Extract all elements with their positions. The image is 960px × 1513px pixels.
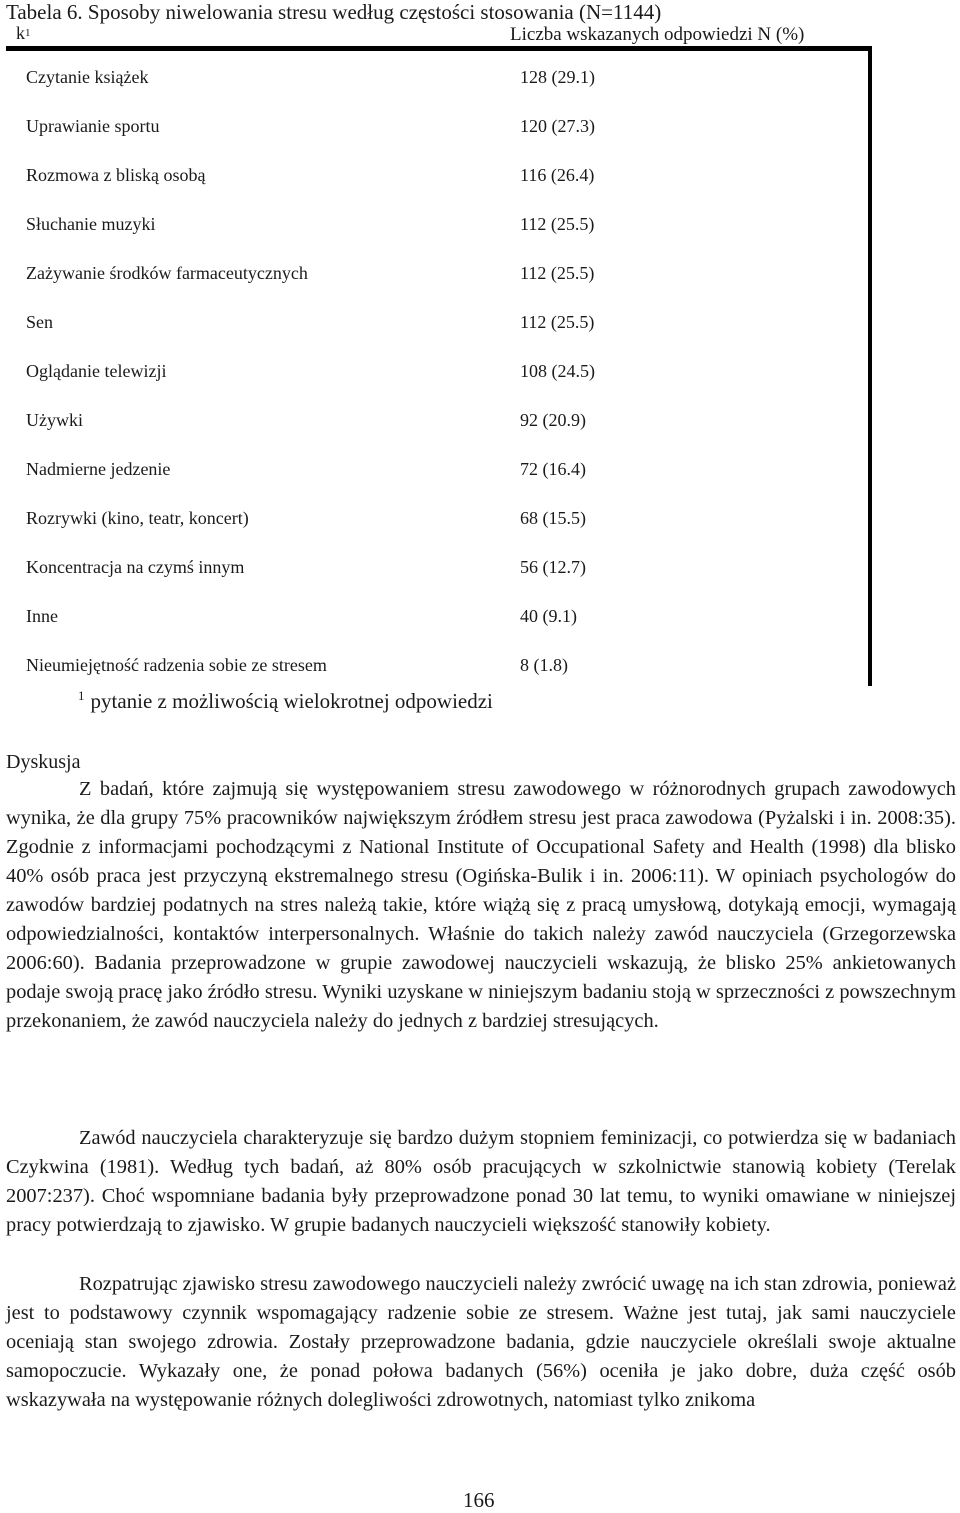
table-row-value: 112 (25.5) [520, 214, 595, 234]
table-row-value: 72 (16.4) [520, 459, 586, 479]
paragraph: Rozpatrując zjawisko stresu zawodowego nauczycieli należy zwrócić uwagę na ich stan zdrowia, ponieważ jest to podstawowy czynnik wspomagający radzenie sobie ze stresem. Ważne jest tutaj, jak sami nauczyciele oceniają stan swojego zdrowia. Zostały przeprowadzone badania, gdzie nauczyciele określali swoje aktualne samopoczucie. Wykazały one, że ponad połowa badanych (56%) oceniła je jako dobre, duża część osób wskazywała na występowanie różnych dolegliwości zdrowotnych, natomiast tylko znikoma [6, 1273, 956, 1411]
table-row-value: 112 (25.5) [520, 312, 595, 332]
table-caption: Tabela 6. Sposoby niwelowania stresu według częstości stosowania (N=1144) [6, 0, 662, 24]
table-row-value: 112 (25.5) [520, 263, 595, 283]
table-row-value: 120 (27.3) [520, 116, 595, 136]
table-row-value: 8 (1.8) [520, 655, 568, 675]
table-row-label: Słuchanie muzyki [26, 214, 156, 234]
table-row-value: 92 (20.9) [520, 410, 586, 430]
column-header-k-footnote-mark: 1 [25, 27, 31, 39]
table-footnote [78, 688, 493, 717]
footnote-mark: 1 [78, 688, 85, 703]
table-row-label: Uprawianie sportu [26, 116, 160, 136]
section-title: Dyskusja [6, 751, 81, 773]
column-header-count: Liczba wskazanych odpowiedzi N (%) [510, 24, 805, 45]
table-row-label: Rozrywki (kino, teatr, koncert) [26, 508, 249, 528]
paragraph: Z badań, które zajmują się występowaniem stresu zawodowego w różnorodnych grupach zawodowych wynika, że dla grupy 75% pracowników największym źródłem stresu jest praca zawodowa (Pyżalski i in. 2008:35). Zgodnie z informacjami pochodzącymi z National Institute of Occupational Safety and Health (1998) dla blisko 40% osób praca jest przyczyną ekstremalnego stresu (Ogińska-Bulik i in. 2006:11). W opiniach psychologów do zawodów bardziej podatnych na stres należą takie, które wiążą się z pracą umysłową, dotykają emocji, wymagają odpowiedzialności, kontaktów interpersonalnych. Właśnie do takich należy zawód nauczyciela (Grzegorzewska 2006:60). Badania przeprowadzone w grupie zawodowej nauczycieli wskazują, że blisko 25% ankietowanych podaje swoją pracę jako źródło stresu. Wyniki uzyskane w niniejszym badaniu stoją w sprzeczności z powszechnym przekonaniem, że zawód nauczyciela należy do jednych z bardziej stresujących. [6, 778, 956, 1032]
table-row-label: Koncentracja na czymś innym [26, 557, 245, 577]
footnote-text: pytanie z możliwością wielokrotnej odpowiedzi [90, 689, 493, 713]
table-row-value: 116 (26.4) [520, 165, 595, 185]
column-header-k [16, 22, 31, 47]
table-row-value: 68 (15.5) [520, 508, 586, 528]
table-row-value: 56 (12.7) [520, 557, 586, 577]
table-row-label: Zażywanie środków farmaceutycznych [26, 263, 308, 283]
table-row-label: Czytanie książek [26, 67, 149, 87]
table-row-value: 128 (29.1) [520, 67, 595, 87]
table-row-label: Oglądanie telewizji [26, 361, 167, 381]
table-row-label: Nieumiejętność radzenia sobie ze stresem [26, 655, 327, 675]
table-row-label: Rozmowa z bliską osobą [26, 165, 206, 185]
table-row-value: 40 (9.1) [520, 606, 577, 626]
column-header-k-label: k [16, 23, 25, 43]
table-row-label: Nadmierne jedzenie [26, 459, 171, 479]
table-row-value: 108 (24.5) [520, 361, 595, 381]
table-right-border [868, 48, 872, 686]
table-row-label: Sen [26, 312, 53, 332]
table-row-label: Używki [26, 410, 83, 430]
paragraph: Zawód nauczyciela charakteryzuje się bardzo dużym stopniem feminizacji, co potwierdza się w badaniach Czykwina (1981). Według tych badań, aż 80% osób pracujących w szkolnictwie stanowią kobiety (Terelak 2007:237). Choć wspomniane badania były przeprowadzone ponad 30 lat temu, to wyniki omawiane w niniejszej pracy potwierdzają to zjawisko. W grupie badanych nauczycieli większość stanowiły kobiety. [6, 1127, 956, 1236]
page-number: 166 [463, 1488, 495, 1512]
table-top-rule [6, 46, 872, 51]
table-row-label: Inne [26, 606, 58, 626]
